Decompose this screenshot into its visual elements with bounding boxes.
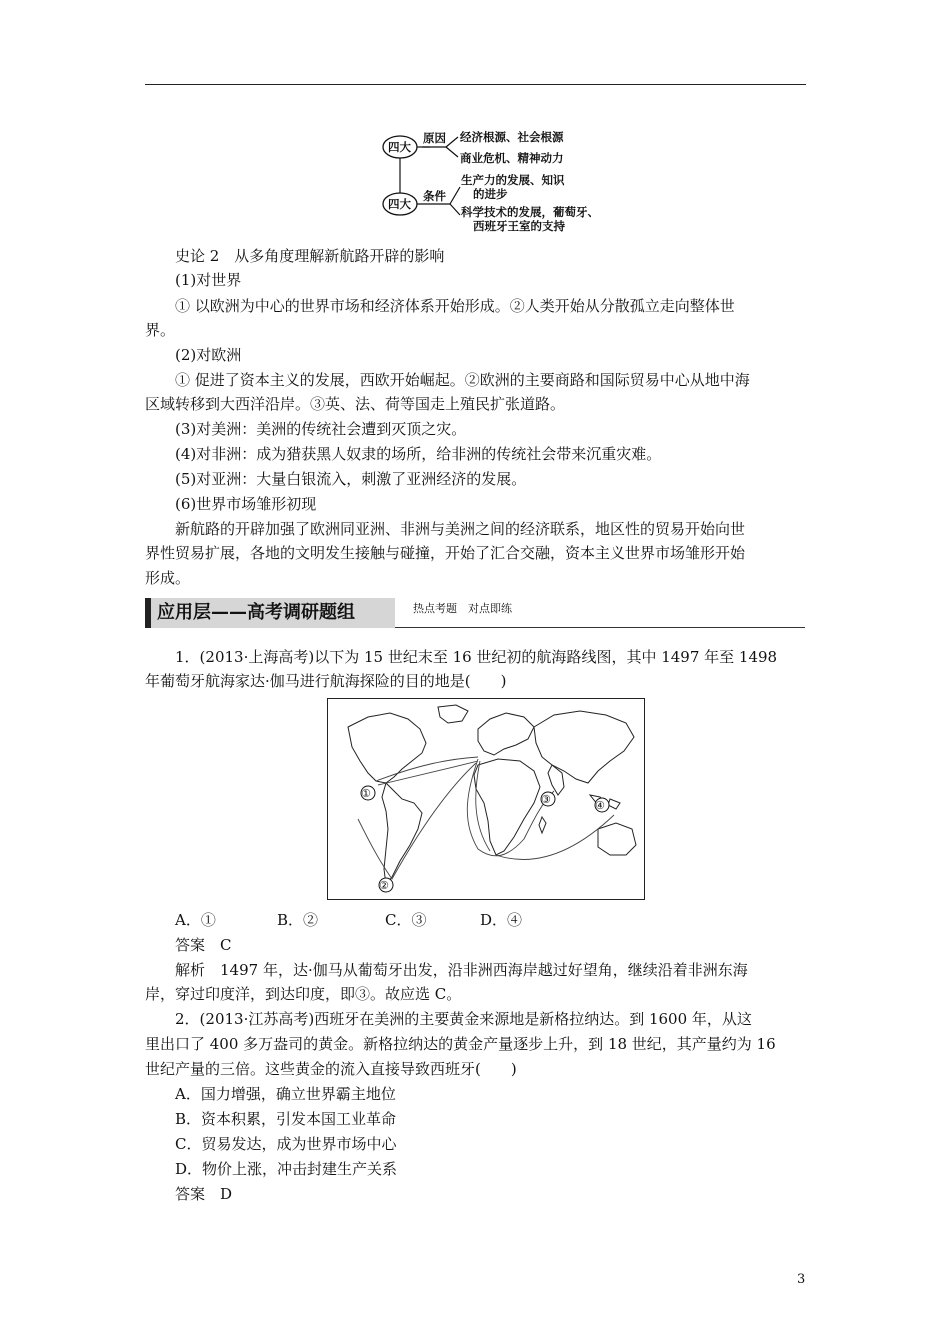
south-america-outline — [382, 783, 422, 885]
s6-line3: 形成。 — [145, 569, 191, 587]
diagram-node-causes-label: 四大 — [388, 140, 411, 154]
diagram-cond-b2: 西班牙王室的支持 — [473, 219, 565, 233]
diagram-cause-b: 商业危机、精神动力 — [460, 151, 564, 165]
section-subtitle: 热点考题 对点即练 — [413, 602, 512, 615]
s1-line2: 界。 — [145, 321, 176, 339]
section-title: 应用层——高考调研题组 — [157, 602, 355, 623]
q2-option-d: D．物价上涨，冲击封建生产关系 — [175, 1160, 398, 1178]
diagram-cond-b1: 科学技术的发展，葡萄牙、 — [461, 205, 599, 219]
diagram-cond-a1: 生产力的发展、知识 — [461, 173, 565, 187]
asia-outline — [534, 711, 634, 783]
s4-line: (4)对非洲：成为猎获黑人奴隶的场所，给非洲的传统社会带来沉重灾难。 — [175, 445, 662, 463]
shilun-heading: 史论 2 从多角度理解新航路开辟的影响 — [175, 247, 445, 265]
q1-option-a: A．① — [175, 911, 216, 929]
map-marker-3: ③ — [541, 793, 551, 806]
q1-option-d: D．④ — [480, 911, 523, 929]
diagram-cause-a: 经济根源、社会根源 — [460, 130, 564, 144]
q2-option-b: B．资本积累，引发本国工业革命 — [175, 1110, 397, 1128]
q2-line1: 2．(2013·江苏高考)西班牙在美洲的主要黄金来源地是新格拉纳达。到 1600 年，从这 — [175, 1010, 752, 1028]
q2-line3: 世纪产量的三倍。这些黄金的流入直接导致西班牙( ) — [145, 1060, 517, 1078]
q1-option-b: B．② — [277, 911, 319, 929]
greenland-outline — [438, 705, 468, 723]
q2-answer: 答案 D — [175, 1185, 233, 1203]
map-marker-4: ④ — [595, 799, 605, 812]
q2-option-a: A．国力增强，确立世界霸主地位 — [175, 1085, 396, 1103]
s6-line2: 界性贸易扩展，各地的文明发生接触与碰撞，开始了汇合交融，资本主义世界市场雏形开始 — [145, 544, 746, 562]
q1-explanation-line1: 解析 1497 年，达·伽马从葡萄牙出发，沿非洲西海岸越过好望角，继续沿着非洲东海 — [175, 961, 748, 979]
voyage-route-map — [327, 698, 645, 900]
map-marker-2: ② — [379, 879, 389, 892]
q1-answer: 答案 C — [175, 936, 232, 954]
route-columbus — [376, 757, 478, 781]
world-map-drawing — [328, 699, 643, 898]
s1-title: (1)对世界 — [175, 271, 242, 289]
madagascar-outline — [539, 817, 546, 833]
north-america-outline — [348, 713, 426, 783]
s6-title: (6)世界市场雏形初现 — [175, 495, 317, 513]
section-rule — [395, 627, 805, 628]
s5-line: (5)对亚洲：大量白银流入，刺激了亚洲经济的发展。 — [175, 470, 527, 488]
causes-conditions-diagram — [370, 125, 630, 235]
q2-option-c: C．贸易发达，成为世界市场中心 — [175, 1135, 397, 1153]
diagram-node-conditions-label: 四大 — [388, 197, 411, 211]
s2-line2: 区域转移到大西洋沿岸。③英、法、荷等国走上殖民扩张道路。 — [145, 395, 566, 413]
q2-line2: 里出口了 400 多万盎司的黄金。新格拉纳达的黄金产量逐步上升，到 18 世纪，其产量约为 16 — [145, 1035, 776, 1053]
s3-line: (3)对美洲：美洲的传统社会遭到灭顶之灾。 — [175, 420, 467, 438]
s2-line1: ① 促进了资本主义的发展，西欧开始崛起。②欧洲的主要商路和国际贸易中心从地中海 — [175, 371, 750, 389]
s6-line1: 新航路的开辟加强了欧洲同亚洲、非洲与美洲之间的经济联系，地区性的贸易开始向世 — [175, 520, 746, 538]
q1-explanation-line2: 岸，穿过印度洋，到达印度，即③。故应选 C。 — [145, 985, 462, 1003]
diagram-cond-a2: 的进步 — [473, 187, 508, 201]
diagram-branch-conditions: 条件 — [423, 189, 446, 203]
diagram-branch-causes: 原因 — [423, 131, 446, 145]
s1-line1: ① 以欧洲为中心的世界市场和经济体系开始形成。②人类开始从分散孤立走向整体世 — [175, 297, 735, 315]
europe-outline — [478, 713, 534, 755]
q1-option-c: C．③ — [385, 911, 427, 929]
header-rule — [145, 84, 806, 85]
s2-title: (2)对欧洲 — [175, 346, 242, 364]
section-header — [145, 598, 805, 628]
q1-line1: 1．(2013·上海高考)以下为 15 世纪末至 16 世纪初的航海路线图，其中 1497 年至 1498 — [175, 648, 778, 666]
map-marker-1: ① — [361, 787, 371, 800]
page-number: 3 — [797, 1272, 806, 1287]
q1-line2: 年葡萄牙航海家达·伽马进行航海探险的目的地是( ) — [145, 672, 507, 690]
australia-outline — [598, 823, 636, 855]
